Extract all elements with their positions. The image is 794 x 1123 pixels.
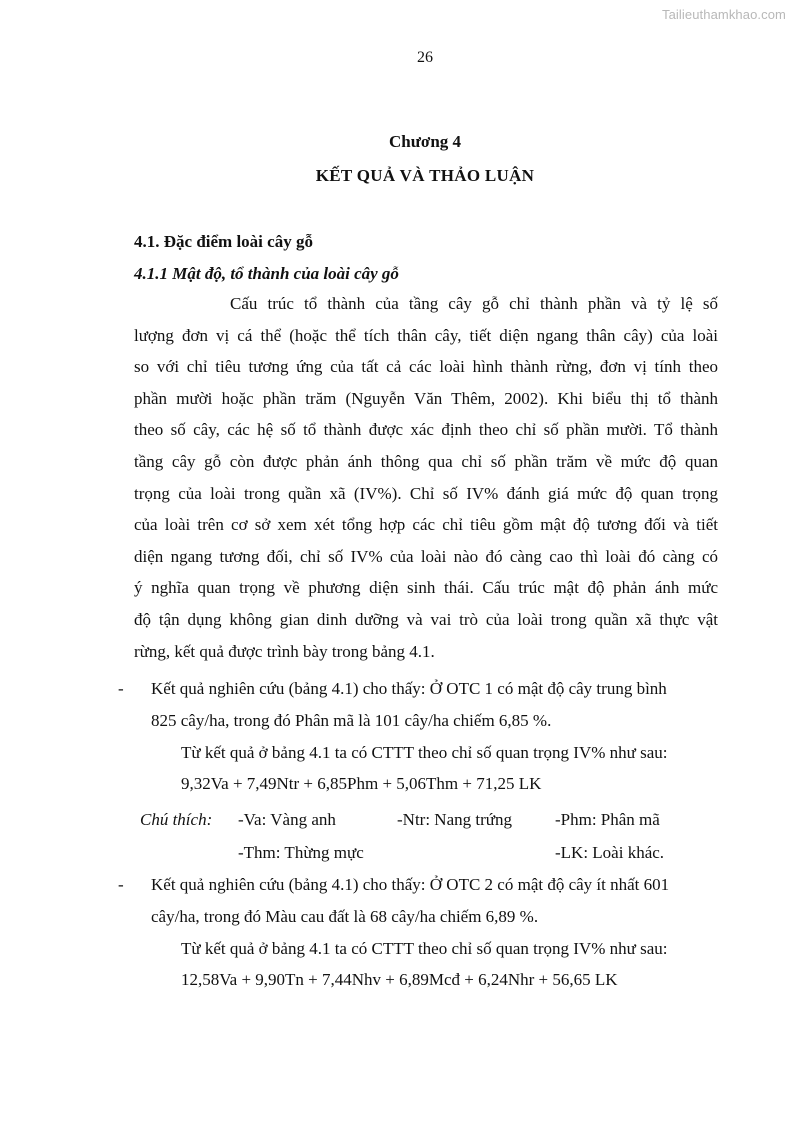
bullet1-formula: 9,32Va + 7,49Ntr + 6,85Phm + 5,06Thm + 71,25 LK bbox=[181, 774, 542, 793]
paragraph-line: ý nghĩa quan trọng về phương diện sinh thái. Cấu trúc mật độ phản ánh mức bbox=[134, 578, 718, 598]
bullet2-formula: 12,58Va + 9,90Tn + 7,44Nhv + 6,89Mcđ + 6,24Nhr + 56,65 LK bbox=[181, 970, 618, 989]
bullet1-intro: Từ kết quả ở bảng 4.1 ta có CTTT theo chỉ số quan trọng IV% như sau: bbox=[181, 743, 668, 762]
bullet1-line2: 825 cây/ha, trong đó Phân mã là 101 cây/ha chiếm 6,85 %. bbox=[151, 711, 552, 730]
paragraph-line: trọng của loài trong quần xã (IV%). Chỉ số IV% đánh giá mức độ quan trọng bbox=[134, 483, 718, 503]
note-va: -Va: Vàng anh bbox=[238, 810, 336, 829]
bullet-marker: - bbox=[118, 875, 124, 894]
watermark: Tailieuthamkhao.com bbox=[661, 7, 786, 22]
paragraph-line: tầng cây gỗ còn được phản ánh thông qua chỉ số phần trăm về mức độ quan bbox=[134, 451, 718, 471]
bullet1-line1: Kết quả nghiên cứu (bảng 4.1) cho thấy: Ở OTC 1 có mật độ cây trung bình bbox=[151, 679, 667, 698]
paragraph-line: Cấu trúc tổ thành của tầng cây gỗ chỉ thành phần và tỷ lệ số bbox=[230, 294, 718, 313]
section-heading: 4.1. Đặc điểm loài cây gỗ bbox=[134, 232, 313, 251]
note-phm: -Phm: Phân mã bbox=[555, 810, 660, 829]
paragraph-line: lượng đơn vị cá thể (hoặc thể tích thân cây, tiết diện ngang thân cây) của loài bbox=[134, 325, 718, 345]
page-number: 26 bbox=[417, 49, 433, 66]
paragraph-line: so với chỉ tiêu tương ứng của tất cả các loài hình thành rừng, đơn vị tính theo bbox=[134, 357, 718, 377]
paragraph-line: diện ngang tương đối, chỉ số IV% của loài nào đó càng cao thì loài đó càng có bbox=[134, 546, 718, 566]
bullet2-intro: Từ kết quả ở bảng 4.1 ta có CTTT theo chỉ số quan trọng IV% như sau: bbox=[181, 939, 668, 958]
bullet2-line2: cây/ha, trong đó Màu cau đất là 68 cây/ha chiếm 6,89 %. bbox=[151, 907, 539, 926]
chapter-title: KẾT QUẢ VÀ THẢO LUẬN bbox=[315, 166, 535, 185]
note-thm: -Thm: Thừng mực bbox=[238, 843, 364, 862]
body-paragraph bbox=[134, 288, 718, 667]
note-lk: -LK: Loài khác. bbox=[555, 843, 665, 862]
note-ntr: -Ntr: Nang trứng bbox=[397, 810, 512, 829]
paragraph-line: phần mười hoặc phần trăm (Nguyễn Văn Thêm, 2002). Khi biểu thị tổ thành bbox=[134, 388, 718, 408]
paragraph-line: theo số cây, các hệ số tổ thành được xác định theo chỉ số phần mười. Tổ thành bbox=[134, 420, 718, 440]
paragraph-line: của loài trên cơ sở xem xét tổng hợp các chỉ tiêu gồm mật độ tương đối và tiết bbox=[134, 515, 718, 535]
note-label: Chú thích: bbox=[140, 810, 213, 829]
bullet2-line1: Kết quả nghiên cứu (bảng 4.1) cho thấy: Ở OTC 2 có mật độ cây ít nhất 601 bbox=[151, 875, 670, 894]
subsection-heading: 4.1.1 Mật độ, tổ thành của loài cây gỗ bbox=[134, 264, 399, 283]
bullet-marker: - bbox=[118, 679, 124, 698]
paragraph-line: độ tận dụng không gian dinh dưỡng và vai trò của loài trong quần xã thực vật bbox=[134, 609, 718, 629]
paragraph-line: rừng, kết quả được trình bày trong bảng 4.1. bbox=[134, 641, 435, 661]
chapter-heading: Chương 4 bbox=[388, 132, 462, 151]
